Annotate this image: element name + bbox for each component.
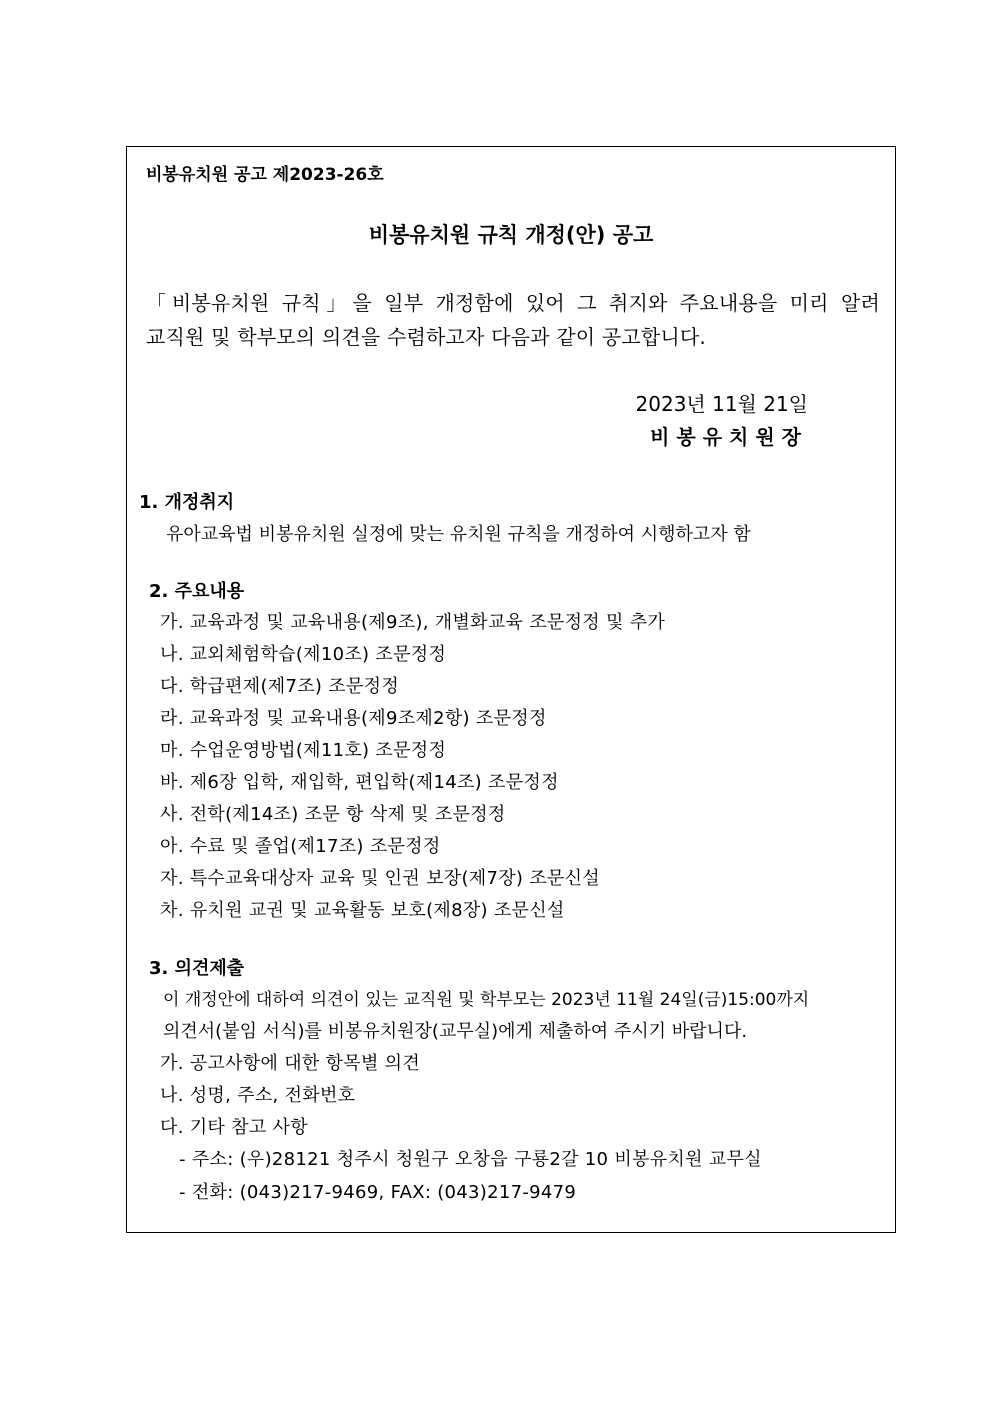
section-2-item-da: 다. 학급편제(제7조) 조문정정 <box>160 676 400 697</box>
section-3-heading: 3. 의견제출 <box>149 958 245 979</box>
section-2-heading: 2. 주요내용 <box>149 581 245 602</box>
section-3-item-da: 다. 기타 참고 사항 <box>160 1117 308 1138</box>
notice-number: 비봉유치원 공고 제2023-26호 <box>146 165 384 185</box>
section-3-item-ga: 가. 공고사항에 대한 항목별 의견 <box>160 1053 421 1074</box>
section-3-item-na: 나. 성명, 주소, 전화번호 <box>160 1085 356 1106</box>
section-2-item-ma: 마. 수업운영방법(제11호) 조문정정 <box>160 740 447 761</box>
section-2-item-ra: 라. 교육과정 및 교육내용(제9조제2항) 조문정정 <box>160 708 547 729</box>
section-2-item-sa: 사. 전학(제14조) 조문 항 삭제 및 조문정정 <box>160 804 506 825</box>
notice-signer: 비봉유치원장 <box>650 425 808 449</box>
section-2-item-ja: 자. 특수교육대상자 교육 및 인권 보장(제7장) 조문신설 <box>160 868 600 889</box>
section-2-item-ga: 가. 교육과정 및 교육내용(제9조), 개별화교육 조문정정 및 추가 <box>160 612 666 633</box>
section-3-line-2: 의견서(붙임 서식)를 비봉유치원장(교무실)에게 제출하여 주시기 바랍니다. <box>163 1021 748 1042</box>
section-3-address: - 주소: (우)28121 청주시 청원구 오창읍 구룡2갈 10 비봉유치원 교무실 <box>179 1149 762 1170</box>
intro-line-1: 「비봉유치원 규칙」을 일부 개정함에 있어 그 취지와 주요내용을 미리 알려 <box>146 291 880 315</box>
section-1-text: 유아교육법 비봉유치원 실정에 맞는 유치원 규칙을 개정하여 시행하고자 함 <box>166 524 751 545</box>
section-3-contact: - 전화: (043)217-9469, FAX: (043)217-9479 <box>179 1182 577 1203</box>
notice-title: 비봉유치원 규칙 개정(안) 공고 <box>368 223 654 247</box>
notice-date: 2023년 11월 21일 <box>635 392 808 416</box>
section-2-item-ba: 바. 제6장 입학, 재입학, 편입학(제14조) 조문정정 <box>160 772 559 793</box>
intro-line-2: 교직원 및 학부모의 의견을 수렴하고자 다음과 같이 공고합니다. <box>146 325 706 349</box>
intro-paragraph <box>146 286 880 354</box>
section-2-item-cha: 차. 유치원 교권 및 교육활동 보호(제8장) 조문신설 <box>160 900 565 921</box>
section-3-line-1: 이 개정안에 대하여 의견이 있는 교직원 및 학부모는 2023년 11월 24일(금)15:00까지 <box>163 990 810 1010</box>
section-1-heading: 1. 개정취지 <box>139 492 235 513</box>
section-2-item-na: 나. 교외체험학습(제10조) 조문정정 <box>160 644 447 665</box>
section-2-item-a: 아. 수료 및 졸업(제17조) 조문정정 <box>160 836 441 857</box>
